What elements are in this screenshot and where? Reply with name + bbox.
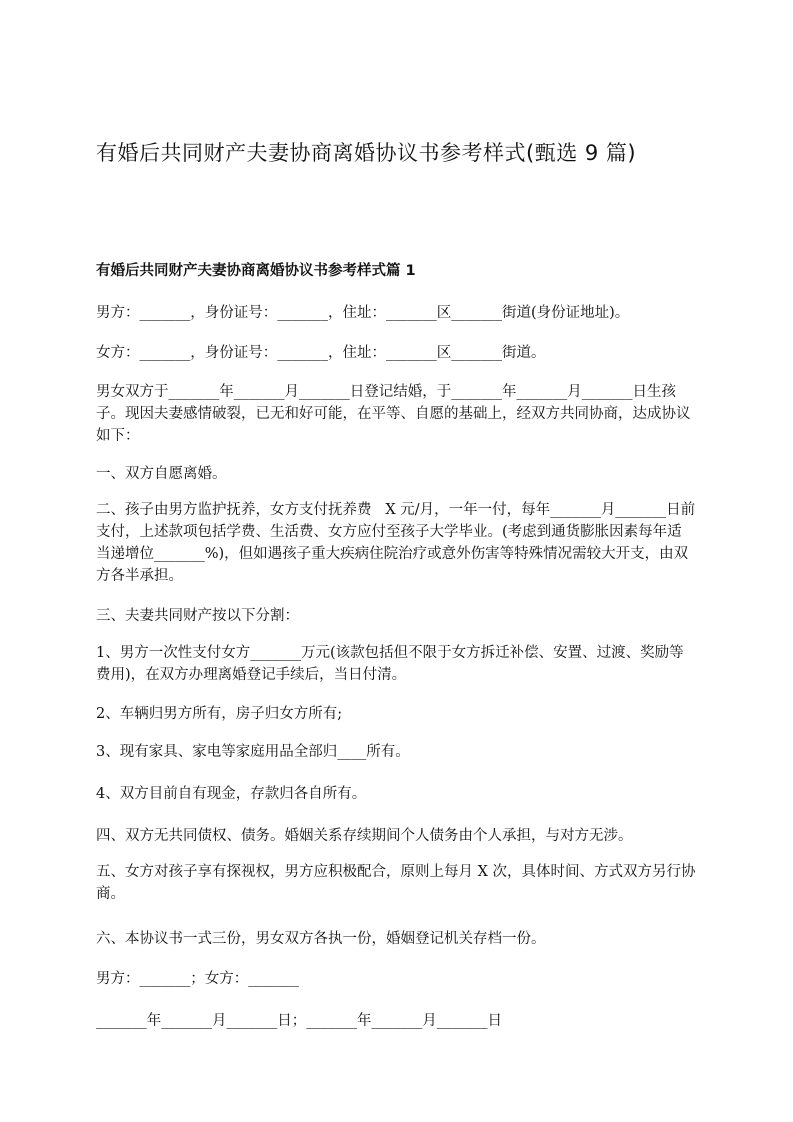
paragraph-marriage-background: 男女双方于_______年_______月_______日登记结婚，于_______年_______月_______日生孩子。现因夫妻感情破裂，已无和好可能，在平等、自愿的基础上，经双方共同协商，达成协议如下： [96, 384, 691, 444]
paragraph-woman-info: 女方：_______，身份证号：_______，住址：_______区_______街道。 [96, 345, 546, 361]
paragraph-clause-1: 一、双方自愿离婚。 [96, 466, 227, 482]
paragraph-clause-5: 五、女方对孩子享有探视权，男方应积极配合，原则上每月 X 次，具体时间、方式双方另行协商。 [96, 864, 696, 902]
paragraph-property-3: 3、现有家具、家电等家庭用品全部归____所有。 [96, 744, 410, 760]
paragraph-clause-6: 六、本协议书一式三份，男女双方各执一份，婚姻登记机关存档一份。 [96, 931, 546, 947]
paragraph-clause-2: 二、孩子由男方监护抚养，女方支付抚养费 X 元/月，一年一付，每年_______月_______日前支付，上述款项包括学费、生活费、女方应付至孩子大学毕业。(考虑到通货膨胀因素每年适当递增位_______%)，但如遇孩子重大疾病住院治疗或意外伤害等特殊情况需较大开支，由双方各半承担。 [96, 502, 696, 584]
document-title: 有婚后共同财产夫妻协商离婚协议书参考样式(甄选 9 篇) [96, 141, 637, 165]
paragraph-property-4: 4、双方目前自有现金，存款归各自所有。 [96, 786, 367, 802]
paragraph-clause-4: 四、双方无共同债权、债务。婚姻关系存续期间个人债务由个人承担，与对方无涉。 [96, 828, 633, 844]
paragraph-man-info: 男方：_______，身份证号：_______，住址：_______区_______街道(身份证地址)。 [96, 305, 630, 321]
paragraph-signature-dates: _______年_______月_______日；_______年_______月_______日 [96, 1013, 502, 1029]
section-title: 有婚后共同财产夫妻协商离婚协议书参考样式篇 1 [96, 263, 416, 279]
paragraph-clause-3: 三、夫妻共同财产按以下分割： [96, 608, 299, 624]
paragraph-property-2: 2、车辆归男方所有，房子归女方所有; [96, 706, 343, 722]
paragraph-signatures: 男方：_______；女方：_______ [96, 971, 299, 987]
paragraph-property-1: 1、男方一次性支付女方_______万元(该款包括但不限于女方拆迁补偿、安置、过渡、奖励等费用)，在双方办理离婚登记手续后，当日付清。 [96, 645, 684, 683]
